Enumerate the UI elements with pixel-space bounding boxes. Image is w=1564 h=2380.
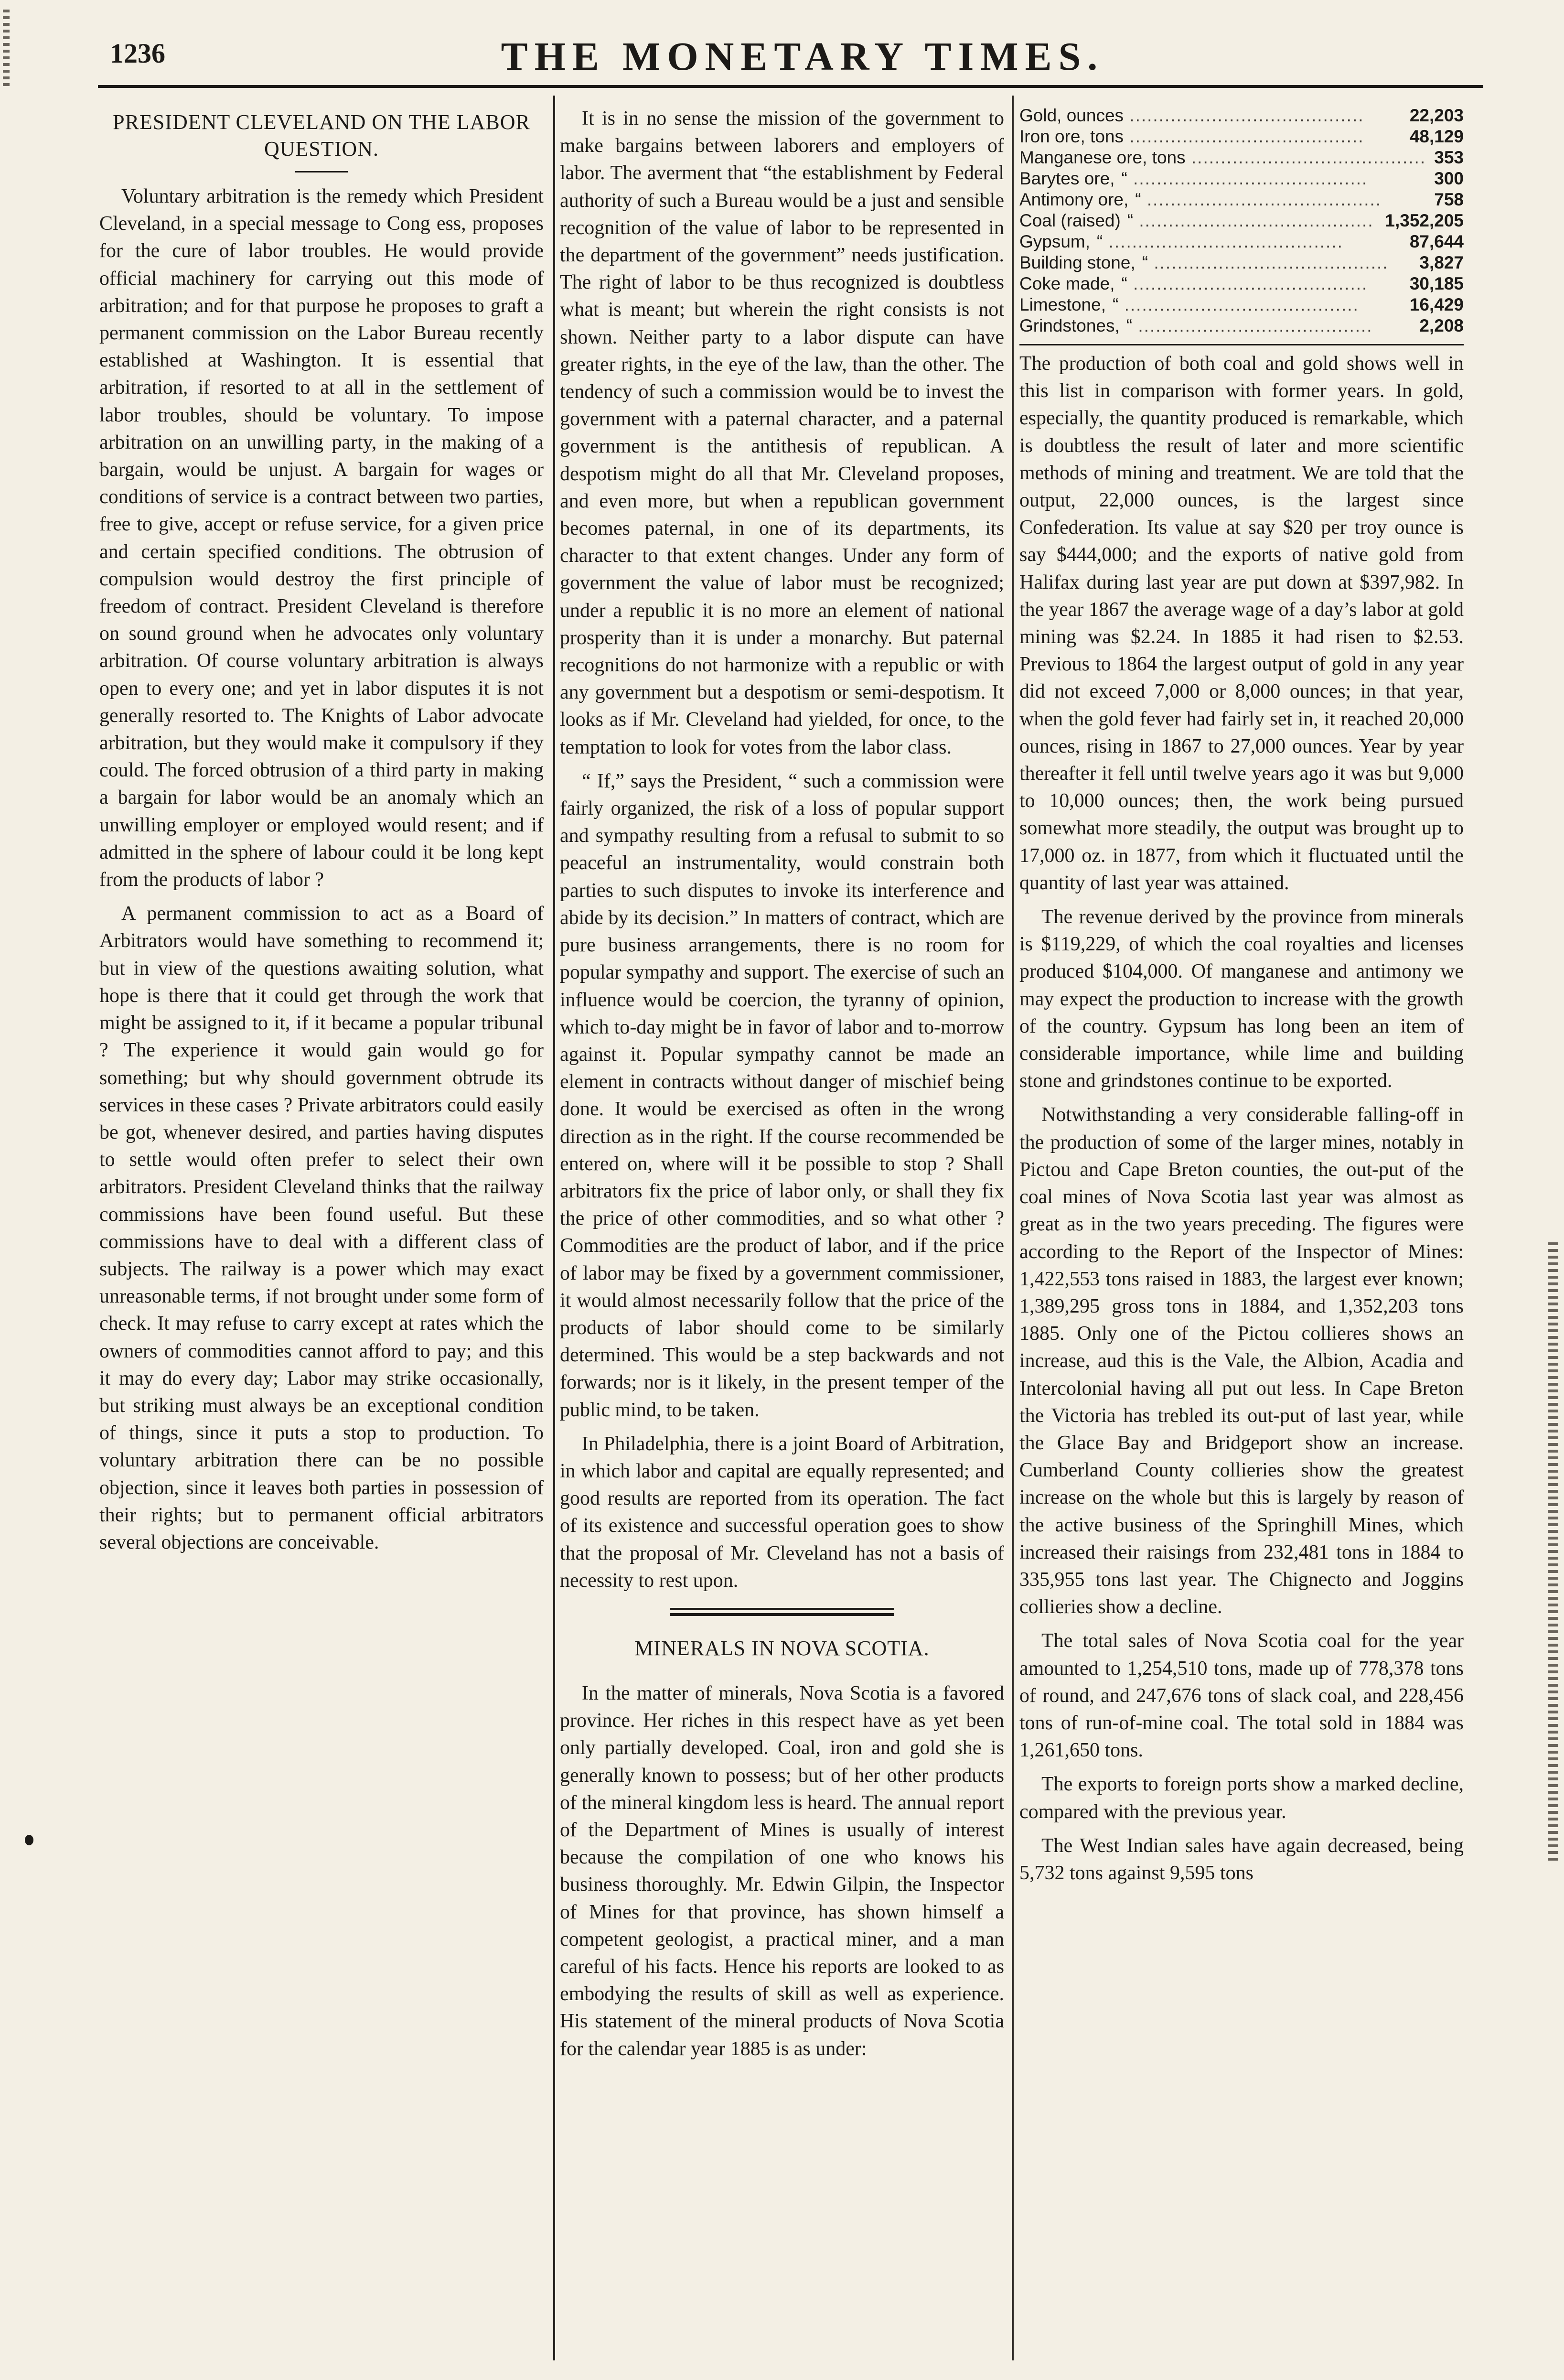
- mineral-value: 758: [1434, 190, 1464, 209]
- table-row: [1019, 315, 1464, 336]
- mineral-name: Manganese ore, tons: [1019, 148, 1186, 167]
- mineral-value: 300: [1434, 169, 1464, 188]
- mineral-name: Coke made,: [1019, 274, 1115, 293]
- ink-spot: [25, 1835, 33, 1845]
- section-divider: [670, 1608, 894, 1616]
- leader-dots: ........................................: [1127, 169, 1368, 188]
- mineral-value: 22,203: [1409, 106, 1464, 125]
- article-title: PRESIDENT CLEVELAND ON THE LABOR QUESTION.: [113, 110, 530, 161]
- article-paragraph: It is in no sense the mission of the government to make bargains between laborers and employers of labor. The averment that “the establishment by Federal authority of such a Bureau would be a just and sensible recognition of the value of labor to be represented in the department of the government” needs justification. The right of labor to be thus recognized is doubtless what is meant; but wherein the right consists is not shown. Neither party to a labor dispute can have greater rights, in the eye of the law, than the other. The tendency of such a commission would be to invest the government with a paternal character, and a paternal government is the antithesis of republican. A despotism might do all that Mr. Cleveland proposes, and even more, but when a republican government becomes paternal, in one of its departments, its character to that extent changes. Under any form of government the value of labor must be recognized; under a republic it is no more an element of national prosperity than it is under a monarchy. But paternal recognitions do not harmonize with a republic or with any government but a despotism or semi-despotism. It looks as if Mr. Cleveland had yielded, for once, to the temptation to look for votes from the labor class.: [560, 108, 1004, 758]
- column-2: [560, 105, 1004, 2069]
- ditto-mark: “: [1135, 190, 1141, 209]
- leader-dots: ........................................: [1148, 253, 1389, 272]
- ditto-mark: “: [1121, 169, 1127, 188]
- leader-dots: ........................................: [1127, 274, 1368, 293]
- header-rule: [98, 85, 1483, 88]
- mineral-name: Limestone,: [1019, 295, 1106, 314]
- article-paragraph: In the matter of minerals, Nova Scotia is a favored province. Her riches in this respect have as yet been only partially developed. Coal, iron and gold she is generally known to possess; but of her other products of the mineral kingdom less is heard. The annual report of the Department of Mines is usually of interest because the compilation of one who knows his business thoroughly. Mr. Edwin Gilpin, the Inspector of Mines for that province, has shown himself a competent geologist, a practical miner, and a man careful of his facts. Hence his reports are looked to as embodying the results of skill as well as experience. His statement of the mineral products of Nova Scotia for the calendar year 1885 is as under:: [560, 1682, 1004, 2060]
- mineral-name: Coal (raised): [1019, 211, 1121, 230]
- table-row: [1019, 294, 1464, 315]
- mineral-value: 2,208: [1419, 316, 1464, 335]
- mineral-value: 1,352,205: [1385, 211, 1464, 230]
- article-paragraph: Voluntary arbitration is the remedy which President Cleveland, in a special message to Cong ess, proposes for the cure of labor troubles. He would provide official machinery for carrying out this mode of arbitration; and for that purpose he proposes to graft a permanent commission on the Labor Bureau recently established at Washington. It is essential that arbitration, if resorted to at all in the settlement of labor troubles, should be voluntary. To impose arbitration on an unwilling party, in the making of a bargain, would be unjust. A bargain for wages or conditions of service is a contract between two parties, free to give, accept or refuse service, for a given price and certain specified conditions. The obtrusion of compulsion would destroy the first principle of freedom of contract. President Cleveland is therefore on sound ground when he advocates only voluntary arbitration. Of course voluntary arbitration is always open to every one; and yet in labor disputes it is not generally resorted to. The Knights of Labor advocate arbitration, but they would make it compulsory if they could. The forced obtrusion of a third party in making a bargain for labor would be an anomaly which an unwilling employer or employed would resent; and if admitted in the sphere of labour could it be long kept from the products of labor ?: [99, 185, 544, 891]
- mineral-value: 87,644: [1409, 232, 1464, 251]
- mineral-name: Iron ore, tons: [1019, 127, 1124, 146]
- column-divider-2: [1012, 96, 1014, 2360]
- scan-edge-right: [1548, 1242, 1558, 1863]
- article-paragraph: “ If,” says the President, “ such a commission were fairly organized, the risk of a loss of popular support and sympathy resulting from a refusal to submit to so peaceful an instrumentality, would constrain both parties to such disputes to invoke its interference and abide by its decision.” In matters of contract, which are pure business arrangements, there is no room for popular sympathy and support. The exercise of such an influence would be coercion, the tyranny of opinion, which to-day might be in favor of labor and to-morrow against it. Popular sympathy cannot be made an element in contracts without danger of mischief being done. It would be exercised as often in the wrong direction as in the right. If the course recommended be entered on, where will it be possible to stop ? Shall arbitrators fix the price of labor only, or shall they fix the price of other commodities, and so what other ? Commodities are the product of labor, and if the price of labor may be fixed by a government commissioner, it would almost necessarily follow that the price of the products of labor should come to be similarly determined. This would be a step backwards and not forwards; nor is it likely, in the present temper of the public mind, to be taken.: [560, 770, 1004, 1421]
- leader-dots: ........................................: [1133, 211, 1374, 230]
- ditto-mark: “: [1097, 232, 1103, 251]
- article-paragraph: The revenue derived by the province from minerals is $119,229, of which the coal royalties and licenses produced $104,000. Of manganese and antimony we may expect the production to increase with the growth of the country. Gypsum has long been an item of considerable importance, while lime and building stone and grindstones continue to be exported.: [1019, 906, 1464, 1092]
- table-row: [1019, 273, 1464, 294]
- leader-dots: ........................................: [1124, 127, 1364, 146]
- article-title: MINERALS IN NOVA SCOTIA.: [634, 1636, 930, 1660]
- mineral-name: Building stone,: [1019, 253, 1136, 272]
- ditto-mark: “: [1127, 211, 1134, 230]
- table-row: [1019, 189, 1464, 210]
- leader-dots: ........................................: [1185, 148, 1426, 167]
- mineral-value: 16,429: [1409, 295, 1464, 314]
- ditto-mark: “: [1142, 253, 1148, 272]
- leader-dots: ........................................: [1118, 295, 1359, 314]
- table-row: [1019, 252, 1464, 273]
- table-row: [1019, 105, 1464, 126]
- leader-dots: ........................................: [1141, 190, 1382, 209]
- mineral-name: Antimony ore,: [1019, 190, 1129, 209]
- mineral-value: 3,827: [1419, 253, 1464, 272]
- ditto-mark: “: [1126, 316, 1133, 335]
- mineral-value: 353: [1434, 148, 1464, 167]
- article-paragraph: The West Indian sales have again decreased, being 5,732 tons against 9,595 tons: [1019, 1834, 1464, 1884]
- column-1: [99, 105, 544, 1563]
- scan-edge-left: [3, 10, 10, 86]
- leader-dots: ........................................: [1132, 316, 1373, 335]
- column-divider-1: [553, 96, 555, 2360]
- mineral-name: Gypsum,: [1019, 232, 1091, 251]
- table-row: [1019, 210, 1464, 231]
- article-paragraph: The total sales of Nova Scotia coal for the year amounted to 1,254,510 tons, made up of 778,378 tons of round, and 247,676 tons of slack coal, and 228,456 tons of run-of-mine coal. The total sold in 1884 was 1,261,650 tons.: [1019, 1630, 1464, 1762]
- table-row: [1019, 231, 1464, 252]
- mineral-name: Barytes ore,: [1019, 169, 1115, 188]
- table-row: [1019, 168, 1464, 189]
- article-paragraph: The production of both coal and gold shows well in this list in comparison with former years. In gold, especially, the quantity produced is remarkable, which is doubtless the result of later and more scientific methods of mining and treatment. We are told that the output, 22,000 ounces, is the largest since Confederation. Its value at say $20 per troy ounce is say $444,000; and the exports of native gold from Halifax during last year are put down at $397,982. In the year 1867 the average wage of a day’s labor at gold mining was $2.24. In 1885 it had risen to $2.53. Previous to 1864 the largest output of gold in any year did not exceed 7,000 or 8,000 ounces; in that year, when the gold fever had fairly set in, it reached 20,000 ounces, rising in 1867 to 27,000 ounces. Year by year thereafter it fell until twelve years ago it was but 9,000 to 10,000 ounces; then, the work being pursued somewhat more steadily, the output was brought up to 17,000 oz. in 1877, from which it fluctuated until the quantity of last year was attained.: [1019, 353, 1464, 894]
- ditto-mark: “: [1113, 295, 1119, 314]
- mineral-name: Grindstones,: [1019, 316, 1120, 335]
- article-paragraph: In Philadelphia, there is a joint Board of Arbitration, in which labor and capital are equally represented; and good results are reported from its operation. The fact of its existence and successful operation goes to show that the proposal of Mr. Cleveland has not a basis of necessity to rest upon.: [560, 1432, 1004, 1592]
- ditto-mark: “: [1121, 274, 1127, 293]
- page-number: 1236: [110, 38, 165, 69]
- mineral-value: 30,185: [1409, 274, 1464, 293]
- leader-dots: ........................................: [1103, 232, 1343, 251]
- table-rule: [1019, 344, 1464, 345]
- article-paragraph: A permanent commission to act as a Board of Arbitrators would have something to recommend it; but in view of the questions awaiting solution, what hope is there that it could get through the work that might be assigned to it, if it became a popular tribunal ? The experience it would gain would go for something; but why should government obtrude its services in these cases ? Private arbitrators could easily be got, whenever desired, and parties having disputes to settle would often prefer to select their own arbitrators. President Cleveland thinks that the railway commissions have been found useful. But these commissions have to deal with a different class of subjects. The railway is a power which may exact unreasonable terms, if not brought under some form of check. It may refuse to carry except at rates which the owners of commodities cannot afford to pay; and this it may do every day; Labor may strike occasionally, but striking must always be an exceptional condition of things, since it puts a stop to production. To voluntary arbitration there can be no possible objection, since it leaves both parties in possession of their rights; but to permanent official arbitrators several objections are conceivable.: [99, 903, 544, 1553]
- mineral-value: 48,129: [1409, 127, 1464, 146]
- table-row: [1019, 147, 1464, 168]
- page-header: [110, 29, 1495, 81]
- minerals-table: [1019, 105, 1464, 336]
- article-paragraph: The exports to foreign ports show a marked decline, compared with the previous year.: [1019, 1773, 1464, 1823]
- mineral-name: Gold, ounces: [1019, 106, 1124, 125]
- table-row: [1019, 126, 1464, 147]
- title-rule: [295, 171, 348, 172]
- column-3: [1019, 105, 1464, 1894]
- leader-dots: ........................................: [1124, 106, 1364, 125]
- article-paragraph: Notwithstanding a very considerable falling-off in the production of some of the larger mines, notably in Pictou and Cape Breton counties, the out-put of the coal mines of Nova Scotia last year was almost as great as in the two years preceding. The figures were according to the Report of the Inspector of Mines: 1,422,553 tons raised in 1883, the largest ever known; 1,389,295 gross tons in 1884, and 1,352,203 tons 1885. Only one of the Pictou collieres shows an increase, aud this is the Vale, the Albion, Acadia and Intercolonial having all put out less. In Cape Breton the Victoria has trebled its out-put of last year, while the Glace Bay and Bridgeport show an increase. Cumberland County collieries show the greatest increase on the whole but this is largely by reason of the active business of the Springhill Mines, which increased their raisings from 232,481 tons in 1884 to 335,955 tons last year. The Chignecto and Joggins collieries show a decline.: [1019, 1104, 1464, 1618]
- masthead: THE MONETARY TIMES.: [501, 34, 1104, 79]
